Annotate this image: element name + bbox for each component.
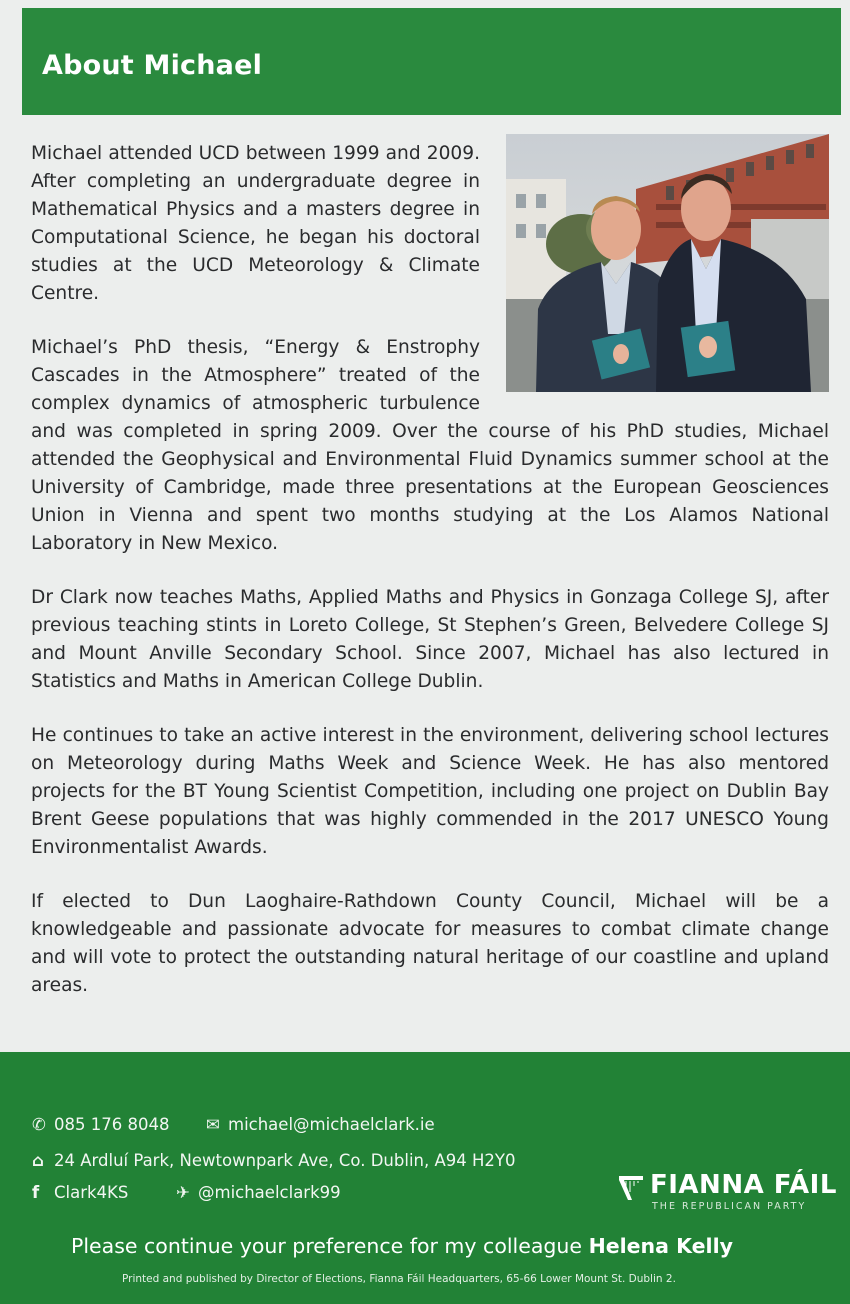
footer-panel — [0, 1052, 850, 1304]
envelope-icon: ✉ — [206, 1115, 220, 1134]
phone-number: 085 176 8048 — [54, 1115, 170, 1134]
facebook-contact[interactable] — [32, 1183, 128, 1202]
candidate-photo — [506, 134, 829, 392]
paragraph-education: Michael attended UCD between 1999 and 2009. After completing an undergraduate degree in Mathematical Physics and a masters degree in Computational Science, he began his doctoral studies at the UCD Meteorology & Climate Centre. — [31, 143, 480, 304]
article-body — [31, 140, 829, 1026]
page-title: About Michael — [42, 50, 263, 81]
home-icon: ⌂ — [32, 1151, 44, 1170]
email-address: michael@michaelclark.ie — [228, 1115, 435, 1134]
postal-address: 24 Ardluí Park, Newtownpark Ave, Co. Dublin, A94 H2Y0 — [54, 1151, 516, 1170]
harp-icon — [616, 1172, 646, 1202]
party-logo — [616, 1170, 837, 1214]
portrait-photo-image — [506, 134, 829, 392]
address-contact — [32, 1151, 516, 1170]
paragraph-phd: Michael’s PhD thesis, “Energy & Enstrophy Cascades in the Atmosphere” treated of the complex dynamics of atmospheric turbulence and was completed in spring 2009. Over the course of his PhD studies, Michael attended the Geophysical and Environmental Fluid Dynamics summer school at the University of Cambridge, made three presentations at the European Geosciences Union in Vienna and spent two months studying at the Los Alamos National Laboratory in New Mexico. — [31, 337, 829, 554]
party-subtitle: THE REPUBLICAN PARTY — [652, 1201, 807, 1212]
imprint-notice: Printed and published by Director of Elections, Fianna Fáil Headquarters, 65-66 Lower Mount St. Dublin 2. — [122, 1273, 676, 1285]
header-banner — [22, 8, 841, 115]
paragraph-election-pledge: If elected to Dun Laoghaire-Rathdown County Council, Michael will be a knowledgeable and passionate advocate for measures to combat climate change and will vote to protect the outstanding natural heritage of our coastline and upland areas. — [31, 891, 829, 996]
facebook-handle: Clark4KS — [54, 1183, 129, 1202]
twitter-contact[interactable] — [176, 1183, 341, 1202]
phone-contact[interactable] — [32, 1115, 169, 1134]
paragraph-teaching: Dr Clark now teaches Maths, Applied Maths and Physics in Gonzaga College SJ, after previous teaching stints in Loreto College, St Stephen’s Green, Belvedere College SJ and Mount Anville Secondary School. Since 2007, Michael has also lectured in Statistics and Maths in American College Dublin. — [31, 587, 829, 692]
colleague-name: Helena Kelly — [588, 1234, 733, 1258]
twitter-bird-icon: ✈ — [176, 1183, 190, 1202]
phone-icon: ✆ — [32, 1115, 46, 1134]
appeal-text: Please continue your preference for my colleague — [71, 1234, 589, 1258]
party-name: FIANNA FÁIL — [650, 1170, 837, 1200]
paragraph-environment: He continues to take an active interest in the environment, delivering school lectures on Meteorology during Maths Week and Science Week. He has also mentored projects for the BT Young Scientist Competition, including one project on Dublin Bay Brent Geese populations that was highly commended in the 2017 UNESCO Young Environmentalist Awards. — [31, 725, 829, 858]
facebook-icon: f — [32, 1183, 40, 1202]
twitter-handle: @michaelclark99 — [198, 1183, 341, 1202]
preference-appeal — [71, 1234, 733, 1258]
email-contact[interactable] — [206, 1115, 435, 1134]
